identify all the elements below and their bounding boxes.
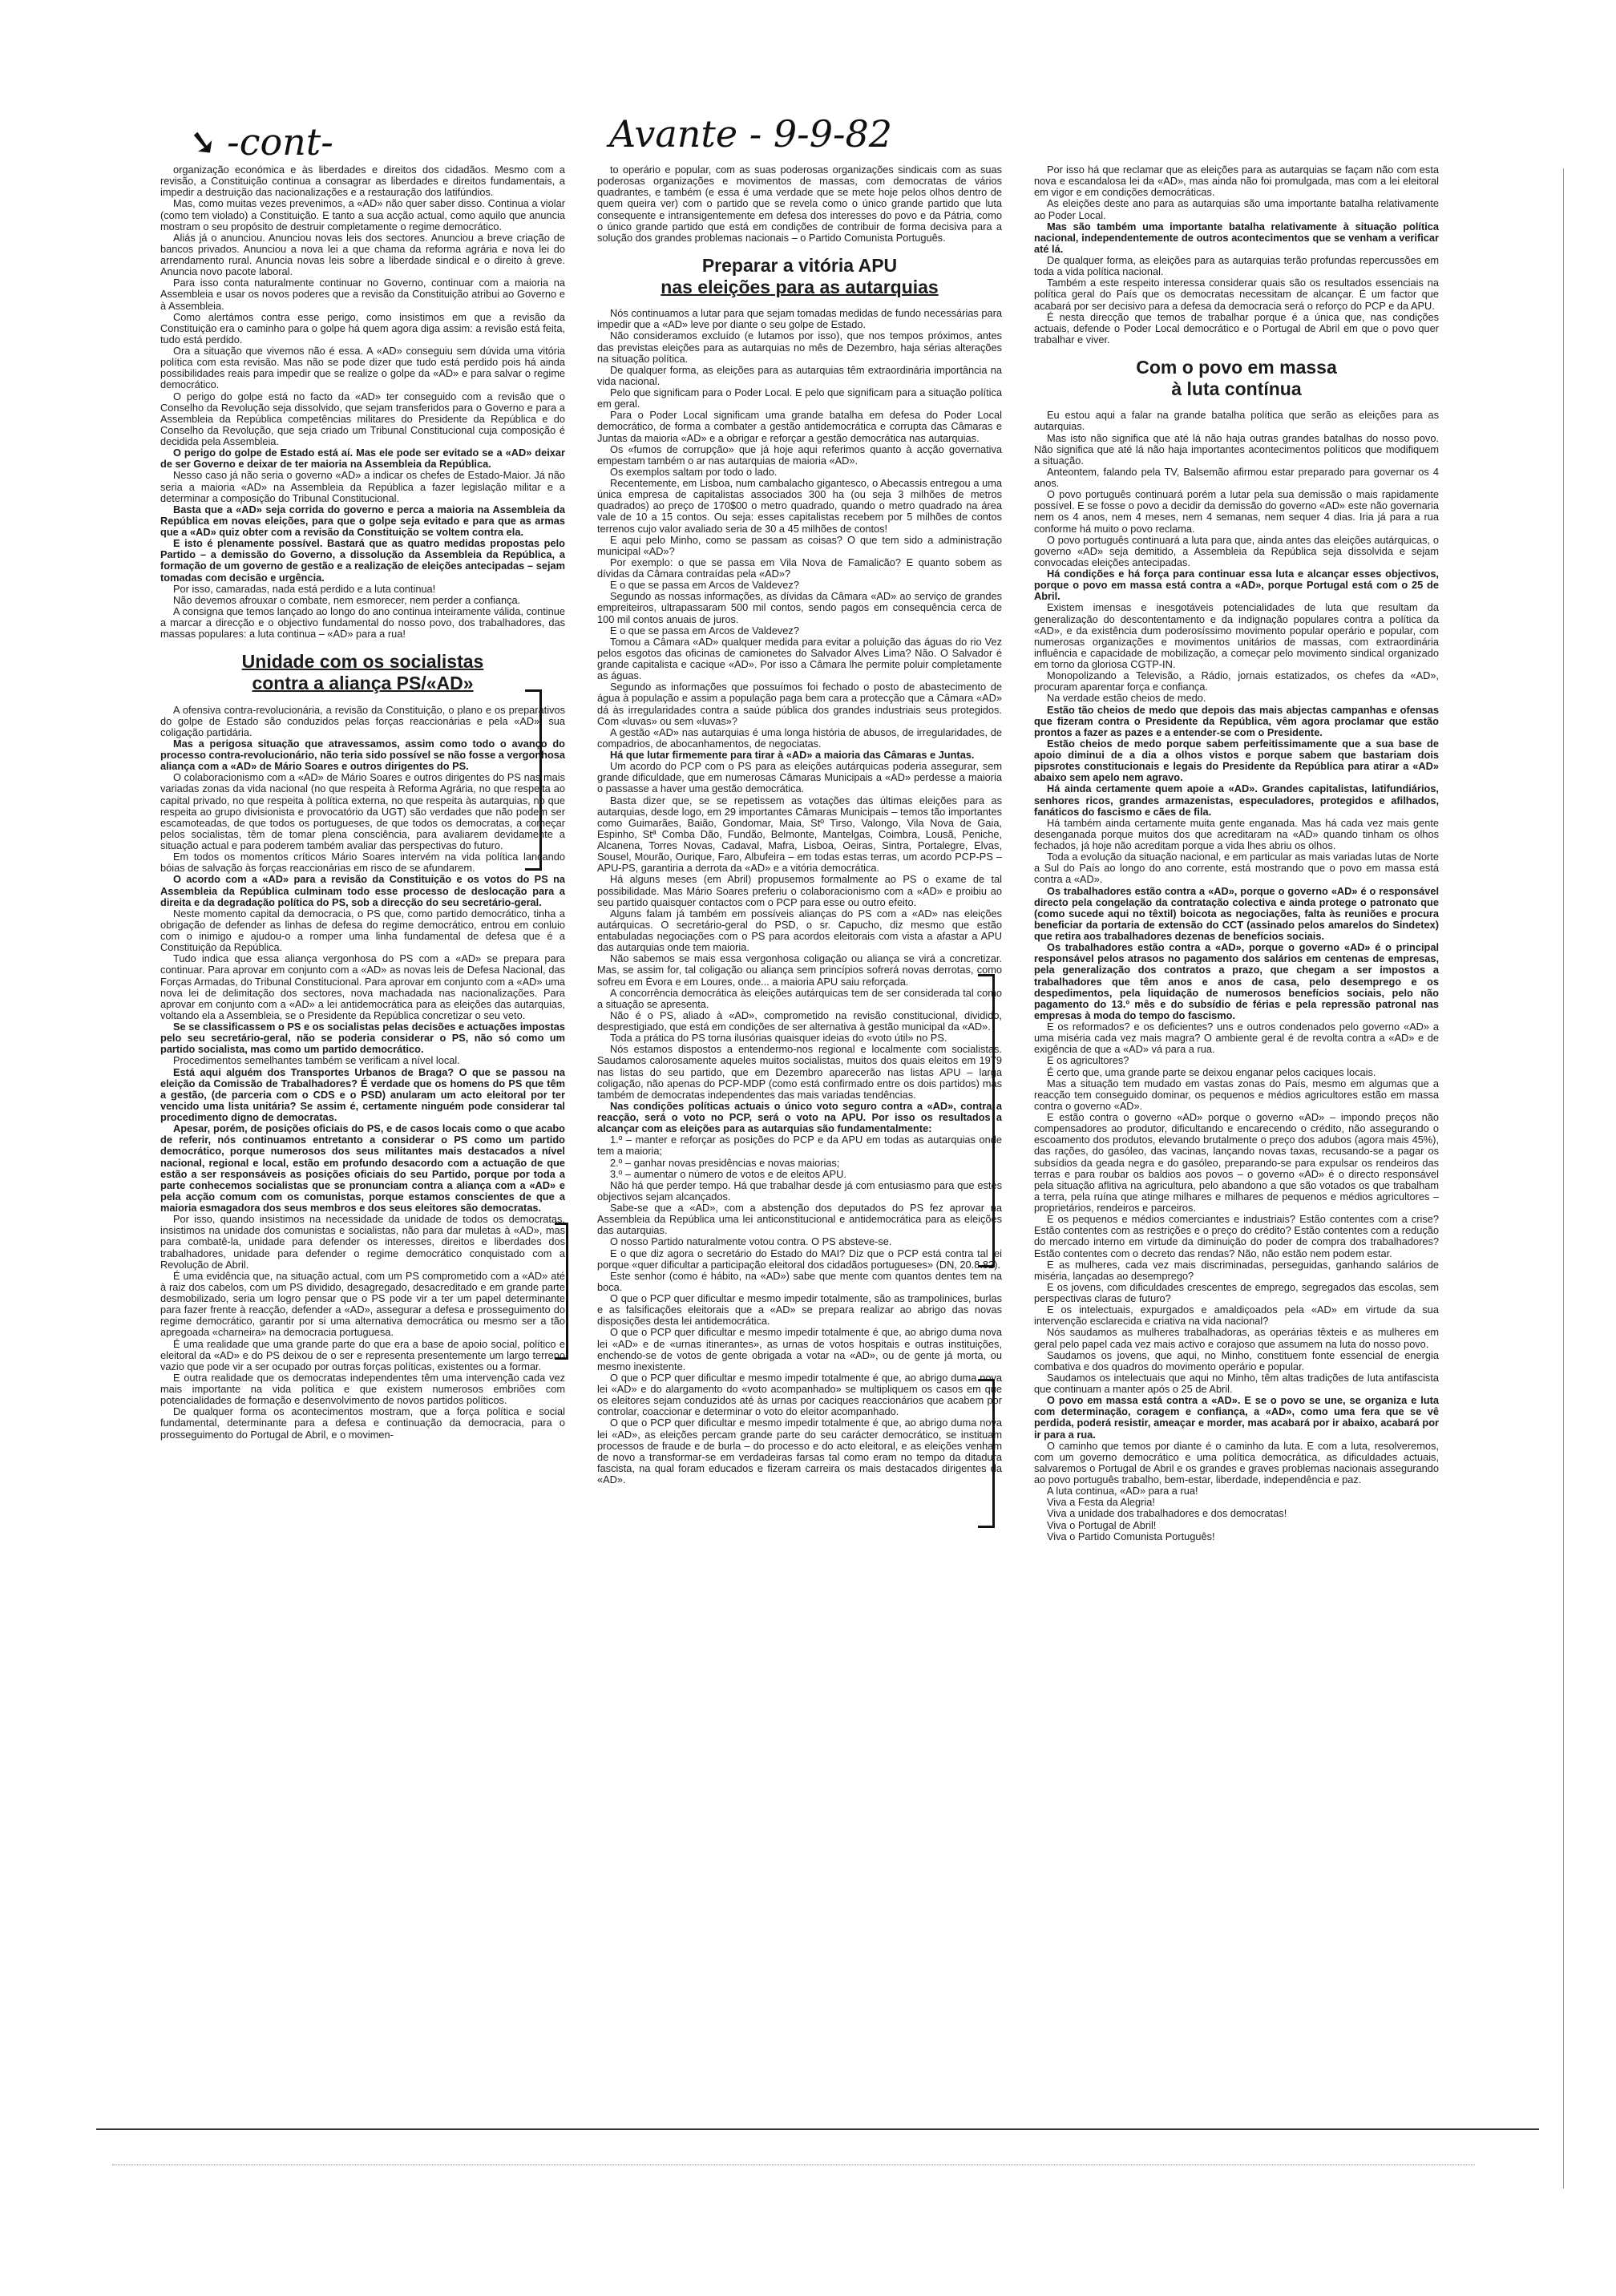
paragraph: Segundo as informações que possuímos foi fechado o posto de abastecimento de água à população e assim a população paga bem cara a protecção que a Câmara «AD» dá às irregularidades contra a saúde pública dos grandes industriais seus protegidos. Com «luvas» ou sem «luvas»? [597, 681, 1002, 727]
paragraph: O povo português continuará a luta para que, ainda antes das eleições autárquicas, o governo «AD» seja demitido, a Assembleia da República seja dissolvida e sejam convocadas eleições antecipadas. [1034, 533, 1439, 568]
heading-line: Unidade com os socialistas [241, 651, 484, 673]
heading-line: à luta contínua [1171, 378, 1302, 400]
paragraph: Segundo as nossas informações, as dívidas da Câmara «AD» ao serviço de grandes empreiteiros, ultrapassaram 500 mil contos, sendo pagos em consequência cerca de 100 mil contos anuais de juros. [597, 590, 1002, 625]
paragraph: A consigna que temos lançado ao longo do ano continua inteiramente válida, continue a marcar a direcção e o objectivo fundamental do nosso povo, dos trabalhadores, das massas populares: a luta continua – «AD» para a rua! [160, 604, 565, 641]
paragraph: E o que diz agora o secretário do Estado do MAI? Diz que o PCP está contra tal lei porque «quer dificultar a participação eleitoral dos cidadãos portugueses» (DN, 20.8.82). [597, 1247, 1002, 1271]
paragraph: O perigo do golpe de Estado está aí. Mas ele pode ser evitado se a «AD» deixar de ser Governo e deixar de ter maioria na Assembleia da República. [160, 447, 565, 471]
paragraph: E as mulheres, cada vez mais discriminadas, perseguidas, ganhando salários de miséria, lançadas ao desemprego? [1034, 1258, 1439, 1282]
paragraph: Os exemplos saltam por todo o lado. [610, 465, 778, 478]
paragraph: Nós estamos dispostos a entendermo-nos regional e localmente com socialistas. Saudamos calorosamente aqueles muitos socialistas, muitos dos quais eleitos em 1979 nas listas do seu partido, que em Dezembro aparecerão nas listas APU – larga coligação, não apenas do PCP-MDP (como está confirmado entre os dois partidos) mas também de democratas independentes das mais variadas tendências. [597, 1043, 1002, 1101]
paragraph: Pelo que significam para o Poder Local. E pelo que significam para a situação política em geral. [597, 386, 1002, 410]
paragraph: Não sabemos se mais essa vergonhosa coligação ou aliança se virá a concretizar. Mas, se assim for, tal coligação ou aliança sem princípios sofrerá novas derrotas, como sofreu em Évora e em Loures, onde... a maioria APU saiu reforçada. [597, 952, 1002, 988]
paragraph: Os trabalhadores estão contra a «AD», porque o governo «AD» é o responsável directo pela congelação da contratação colectiva e ainda protege o patronato que (como sucede aqui no têxtil) boicota as negociações, falta às reuniões e procura beneficiar da portaria de extensão do CCT (assinado pelos amarelos do Sindetex) que retira aos trabalhadores dezenas de benefícios sociais. [1034, 884, 1439, 942]
paragraph: O povo em massa está contra a «AD». E se o povo se une, se organiza e luta com determinação, coragem e confiança, a «AD», como uma fera que se vê perdida, poderá resistir, ameaçar e morder, mas acabará por ir abaixo, acabará por ir para a rua. [1034, 1394, 1439, 1441]
handwritten-date-note: Avante - 9-9-82 [609, 112, 893, 156]
heading-unidade-socialistas [160, 651, 565, 694]
paragraph: Existem imensas e inesgotáveis potencialidades de luta que resultam da generalização do descontentamento e da indignação populares contra a política da «AD», e da existência dum poderosíssimo movimento popular operário e popular, com numerosas organizações e movimentos unitários de massas, com extraordinária influência e capacidade de mobilização, a começar pelo movimento sindical organizado em torno da gloriosa CGTP-IN. [1034, 601, 1439, 670]
heading-preparar-vitoria-apu [597, 255, 1002, 298]
page-bottom-rule [96, 2128, 1539, 2130]
paragraph: A gestão «AD» nas autarquias é uma longa história de abusos, de irregularidades, de compadrios, de abocanhamentos, de negociatas. [597, 726, 1002, 750]
heading-line: contra a aliança PS/«AD» [252, 673, 474, 694]
paragraph: Viva a unidade dos trabalhadores e dos democratas! [1047, 1507, 1287, 1520]
paragraph: O acordo com a «AD» para a revisão da Constituição e os votos do PS na Assembleia da República culminam todo esse processo de deslocação para a direita e da degradação política do PS, sob a direcção do seu secretário-geral. [160, 873, 565, 908]
column-2 [597, 164, 1002, 2072]
paragraph: Não é o PS, aliado à «AD», comprometido na revisão constitucional, dividido, desprestigiado, que está em condições de ser alternativa à gestão municipal da «AD». [597, 1009, 1002, 1033]
paragraph: Há alguns meses (em Abril) propusemos formalmente ao PS o exame de tal possibilidade. Mas Mário Soares preferiu o colaboracionismo com a «AD» e proibiu ao seu partido quaisquer contactos com o PCP para esse ou outro efeito. [597, 873, 1002, 908]
paragraph: Há que lutar firmemente para tirar à «AD» a maioria das Câmaras e Juntas. [610, 749, 975, 761]
paragraph: Um acordo do PCP com o PS para as eleições autárquicas poderia assegurar, sem grande dificuldade, que em numerosas Câmaras Municipais a «AD» perdesse a maioria o passasse a haver uma gestão democrática. [597, 760, 1002, 795]
paragraph: A concorrência democrática às eleições autárquicas tem de ser considerada tal como a situação se apresenta. [597, 986, 1002, 1010]
paragraph: É uma evidência que, na situação actual, com um PS comprometido com a «AD» até à raiz dos cabelos, com um PS dividido, desagregado, desacreditado e em grande parte desmobilizado, seria um logro pensar que o PS pode vir a ter um papel determinante para fazer frente à reacção, defender a «AD», assegurar a defesa e prosseguimento do regime democrático, garantir por si uma alternativa democrática ou mesmo ser a tão apregoada «charneira» na democracia portuguesa. [160, 1269, 565, 1339]
paragraph: Por isso, camaradas, nada está perdido e a luta continua! [173, 582, 436, 595]
paragraph: Em todos os momentos críticos Mário Soares intervém na vida política lançando bóias de salvação às forças reaccionárias em risco de se afundarem. [160, 851, 565, 875]
paragraph: E o que se passa em Arcos de Valdevez? [610, 624, 799, 637]
column-3-body [1034, 410, 1439, 1542]
paragraph: Há também ainda certamente muita gente enganada. Mas há cada vez mais gente desenganada porque muitos dos que acreditaram na «AD» quando tinham os olhos fechados, já hoje não acreditam porque a vida lhes abriu os olhos. [1034, 816, 1439, 851]
margin-bracket-mark [555, 1223, 568, 1360]
paragraph: O que o PCP quer dificultar e mesmo impedir totalmente, são as trampolinices, burlas e as falsificações eleitorais que a «AD» se prepara realizar ao abrigo das novas disposições desta lei antidemocrática. [597, 1292, 1002, 1328]
paragraph: O que o PCP quer dificultar e mesmo impedir totalmente é que, ao abrigo duma nova lei «AD» e de «urnas itinerantes», as urnas de votos hospitais e outras instituições, enchendo-se de votos de gente obrigada a votar na «AD», ou de gente já morta, ou mesmo inexistente. [597, 1326, 1002, 1372]
paragraph: A luta continua, «AD» para a rua! [1047, 1485, 1198, 1498]
paragraph: Viva a Festa da Alegria! [1047, 1496, 1155, 1509]
column-2-body [597, 308, 1002, 1486]
scan-noise-line [112, 2165, 1475, 2170]
paragraph: O nosso Partido naturalmente votou contra. O PS absteve-se. [610, 1235, 892, 1248]
paragraph: Na verdade estão cheios de medo. [1047, 692, 1206, 705]
paragraph: Mas a perigosa situação que atravessamos, assim como todo o avanço do processo contra-revolucionário, não teria sido possível se não fosse a vergonhosa aliança com a «AD» de Mário Soares e outros dirigentes do PS. [160, 737, 565, 773]
paragraph: O colaboracionismo com a «AD» de Mário Soares e outros dirigentes do PS nas mais variadas zonas da vida nacional (no que respeita à Reforma Agrária, no que respeita ao capital privado, no que respeita à política externa, no que respeita às autarquias, no que respeita ao grupo divisionista e provocatório da UGT) são verdades que não podem ser escamoteadas, de que todos os portugueses, de que todos os democratas, a começar pelos socialistas, têm de tomar plena consciência, para avaliarem devidamente a situação actual e para poderem também avaliar das perspectivas do futuro. [160, 771, 565, 851]
paragraph: Aliás já o anunciou. Anunciou novas leis dos sectores. Anunciou a breve criação de bancos privados. Anunciou a nova lei a que chama da reforma agrária e nova lei do arrendamento rural. Anuncia novas leis sobre a liberdade sindical e o direito à greve. Anuncia novo pacote laboral. [160, 231, 565, 278]
paragraph: Basta dizer que, se se repetissem as votações das últimas eleições para as autarquias, desde logo, em 29 importantes Câmaras Municipais – temos tão importantes como Guimarães, Baião, Gondomar, Maia, Stº Tirso, Valongo, Vila Nova de Gaia, Espinho, Stª Comba Dão, Fundão, Belmonte, Mantelgas, Coimbra, Lousã, Peniche, Alcanena, Torres Novas, Cadaval, Mafra, Lisboa, Oeiras, Sintra, Portalegre, Elvas, Sousel, Mourão, Ourique, Faro, Albufeira – em todas estas terras, um acordo PCP-PS – APU-PS, garantiria a derrota da «AD» e a vitória democrática. [597, 794, 1002, 875]
paragraph: Saudamos os jovens, que aqui, no Minho, constituem fonte essencial de energia combativa e dos quadros do movimento operário e popular. [1034, 1348, 1439, 1372]
paragraph: É nesta direcção que temos de trabalhar porque é a única que, nas condições actuais, defende o Poder Local democrático e o Portugal de Abril em que o povo quer trabalhar e viver. [1034, 310, 1439, 346]
paragraph: E isto é plenamente possível. Bastará que as quatro medidas propostas pelo Partido – a demissão do Governo, a dissolução da Assembleia da República, a formação de um governo de gestão e a realização de eleições antecipadas – sejam tomadas com decisão e urgência. [160, 537, 565, 584]
paragraph: Neste momento capital da democracia, o PS que, como partido democrático, tinha a obrigação de defender as linhas de defesa do regime democrático, entrou em conluio com o inimigo e ajudou-o a romper uma linha fundamental de defesa que é a Constituição da República. [160, 907, 565, 954]
paragraph: Tudo indica que essa aliança vergonhosa do PS com a «AD» se prepara para continuar. Para aprovar em conjunto com a «AD» as novas leis de Defesa Nacional, das Forças Armadas, do Tribunal Constitucional. Para aprovar em conjunto com a «AD» uma nova lei de delimitação dos sectores, nova machadada nas nacionalizações. Para aprovar em conjunto com a «AD» a lei antidemocrática para as eleições das autarquias, voltando ela a Assembleia, se o Presidente da República concretizar o seu veto. [160, 952, 565, 1021]
paragraph: Para isso conta naturalmente continuar no Governo, continuar com a maioria na Assembleia e usar os novos poderes que a revisão da Constituição atribui ao Governo e à Assembleia. [160, 277, 565, 312]
column-3 [1034, 164, 1439, 2072]
paragraph: Mas, como muitas vezes prevenimos, a «AD» não quer saber disso. Continua a violar (como tem violado) a Constituição. E tanto a sua acção actual, como aquilo que anuncia mostram o seu propósito de destruir completamente o regime democrático. [160, 197, 565, 232]
paragraph: E outra realidade que os democratas independentes têm uma intervenção cada vez mais importante na vida política e que existem numerosos embriões com potencialidades de formação e desenvolvimento de novos partidos políticos. [160, 1371, 565, 1407]
paragraph: Alguns falam já também em possíveis alianças do PS com a «AD» nas eleições autárquicas. O secretário-geral do PSD, o sr. Capucho, diz mesmo que estão entabuladas negociações com o PS para acordos eleitorais com vista a afastar a APU das autarquias onde tem maioria. [597, 907, 1002, 954]
paragraph: Como alertámos contra esse perigo, como insistimos em que a revisão da Constituição era o caminho para o golpe há quem agora diga assim: a revisão está feita, tudo está perdido. [160, 310, 565, 346]
paragraph: Anteontem, falando pela TV, Balsemão afirmou estar preparado para governar os 4 anos. [1034, 465, 1439, 489]
paragraph: Apesar, porém, de posições oficiais do PS, e de casos locais como o que acabo de referir, nós continuamos entretanto a considerar o PS como um partido democrático, porque numerosos dos seus militantes mais destacados a nível nacional, regional e local, estão em profundo desacordo com a actuação de que estão a ser responsáveis as posições oficiais do seu Partido, porque por toda a parte conhecemos socialistas que se pronunciam contra a aliança com a «AD» e pela acção comum com os comunistas, porque estamos conscientes de que a maioria esmagadora dos seus membros e dos seus eleitores são democratas. [160, 1122, 565, 1214]
margin-bracket-mark [978, 974, 995, 1267]
paragraph: Os trabalhadores estão contra a «AD», porque o governo «AD» é o principal responsável pelos atrasos no pagamento dos salários em centenas de empresas, pela generalização dos contratos a prazo, que chegam a ser impostos a trabalhadores que têm anos e anos de casa, pelo desemprego e os despedimentos, pela liquidação de numerosos benefícios sociais, pelo não pagamento do 13.º mês e do subsídio de férias e pela repressão patronal nas empresas à moda do tempo do fascismo. [1034, 941, 1439, 1021]
paragraph: Nesso caso já não seria o governo «AD» a indicar os chefes de Estado-Maior. Já não seria a maioria «AD» na Assembleia da República a fazer legislação militar e a determinar a composição do Tribunal Constitucional. [160, 469, 565, 504]
paragraph: Procedimentos semelhantes também se verificam a nível local. [173, 1054, 460, 1067]
paragraph: O que o PCP quer dificultar e mesmo impedir totalmente é que, ao abrigo duma nova lei «AD», as eleições percam grande parte do seu carácter democrático, se instituam processos de fraude e de burla – do processo e do acto eleitoral, e as eleições venham de novo a transformar-se em verdadeiras farsas tal como eram no tempo da ditadura fascista, na qual foram educados e fizeram carreira os mais destacados dirigentes da «AD». [597, 1417, 1002, 1486]
paragraph: As eleições deste ano para as autarquias são uma importante batalha relativamente ao Poder Local. [1034, 197, 1439, 221]
paragraph: E aqui pelo Minho, como se passam as coisas? O que tem sido a administração municipal «AD»? [597, 533, 1002, 557]
paragraph: Por isso, quando insistimos na necessidade da unidade de todos os democratas, insistimos na unidade dos comunistas e socialistas, não para dar muletas à «AD», mas para combatê-la, unidade para defender os interesses, direitos e liberdades dos trabalhadores, unidade para defender o regime democrático conquistado com a Revolução de Abril. [160, 1213, 565, 1271]
column-1 [160, 164, 565, 2072]
paragraph: De qualquer forma, as eleições para as autarquias terão profundas repercussões em toda a vida política nacional. [1034, 254, 1439, 278]
column-3-intro [1034, 164, 1439, 346]
paragraph: E o que se passa em Arcos de Valdevez? [610, 579, 799, 592]
paragraph: to operário e popular, com as suas poderosas organizações sindicais com as suas poderosas organizações e movimentos de massas, com democratas de vários quadrantes, e também (e essa é uma verdade que se mete hoje pelos olhos dentro de quem queira ver) com o partido que se revela como o único grande partido que luta consequente e intransigentemente em defesa dos interesses do povo e da Pátria, como o único grande partido que está em condições de contribuir de forma decisiva para a solução dos grandes problemas nacionais – o Partido Comunista Português. [597, 164, 1002, 244]
paragraph: Há ainda certamente quem apoie a «AD». Grandes capitalistas, latifundiários, senhores ricos, grandes armazenistas, especuladores, protegidos e afilhados, fanáticos do fascismo e cães de fila. [1034, 782, 1439, 818]
paragraph: Sabe-se que a «AD», com a abstenção dos deputados do PS fez aprovar na Assembleia da República uma lei anticonstitucional e antidemocrática para as eleições das autarquias. [597, 1202, 1002, 1237]
paragraph: Toda a prática do PS torna ilusórias quaisquer ideias do «voto útil» no PS. [610, 1032, 947, 1045]
paragraph: 1.º – manter e reforçar as posições do PCP e da APU em todas as autarquias onde tem a maioria; [597, 1134, 1002, 1158]
paragraph: Ora a situação que vivemos não é essa. A «AD» conseguiu sem dúvida uma vitória política com esta revisão. Mas não se pode dizer que tudo está perdido pois há ainda possibilidades reais para impedir que se realize o golpe da «AD» e para salvar o regime democrático. [160, 345, 565, 391]
paragraph: Está aqui alguém dos Transportes Urbanos de Braga? O que se passou na eleição da Comissão de Trabalhadores? É verdade que os homens do PS que têm a gestão, (de parceria com o CDS e o PSD) anularam um acto eleitoral por ter vencido uma lista unitária? Se assim é, certamente ninguém pode considerar tal procedimento digno de democratas. [160, 1065, 565, 1123]
heading-line: nas eleições para as autarquias [661, 277, 939, 297]
paragraph: E os agricultores? [1047, 1054, 1129, 1067]
paragraph: É certo que, uma grande parte se deixou enganar pelos caciques locais. [1047, 1065, 1376, 1078]
margin-bracket-mark [525, 689, 542, 871]
column-1-body [160, 705, 565, 1441]
paragraph: E os intelectuais, expurgados e amaldiçoados pela «AD» em virtude da sua intervenção esclarecida e criativa na vida nacional? [1034, 1304, 1439, 1328]
paragraph: Se se classificassem o PS e os socialistas pelas decisões e actuações impostas pelo seu secretário-geral, não se poderia considerar o PS, não só como um partido socialista, mas como um partido democrático. [160, 1021, 565, 1056]
paragraph: Monopolizando a Televisão, a Rádio, jornais estatizados, os chefes da «AD», procuram aparentar força e confiança. [1034, 669, 1439, 693]
paragraph: É uma realidade que uma grande parte do que era a base de apoio social, político e eleitoral da «AD» e do PS deixou de o ser e representa presentemente um largo terreno vazio que pode vir a ser ocupado por outras forças políticas, existentes ou a formar. [160, 1337, 565, 1372]
paragraph: Por isso há que reclamar que as eleições para as autarquias se façam não com esta nova e escandalosa lei da «AD», mas ainda não foi promulgada, mas com a lei eleitoral em vigor e em condições democráticas. [1034, 164, 1439, 199]
paragraph: organização económica e às liberdades e direitos dos cidadãos. Mesmo com a revisão, a Constituição continua a consagrar as liberdades e direitos fundamentais, a impedir a destruição das nacionalizações e a restauração dos latifúndios. [160, 164, 565, 199]
paragraph: O povo português continuará porém a lutar pela sua demissão o mais rapidamente possível. E se fosse o povo a decidir da demissão do governo «AD» este não governaria nem os 4 anos, nem 4 meses, nem 4 semanas, nem sequer 4 dias. Iria já para a rua conforme há muito o povo reclama. [1034, 488, 1439, 535]
paragraph: O perigo do golpe está no facto da «AD» ter conseguido com a revisão que o Conselho da Revolução seja dissolvido, que sejam transferidos para o Governo e para a Assembleia da República competências militares do Presidente da República e do Conselho da Revolução, que seja criado um Tribunal Constitucional cuja composição é decidida pela Assembleia. [160, 390, 565, 447]
paragraph: Mas são também uma importante batalha relativamente à situação política nacional, independentemente de outros acontecimentos que se venham a verificar até lá. [1034, 220, 1439, 255]
paragraph: Viva o Partido Comunista Português! [1047, 1530, 1215, 1542]
paragraph: Recentemente, em Lisboa, num cambalacho gigantesco, o Abecassis entregou a uma única empresa de capitalistas associados 300 ha (ou seja 3 milhões de metros quadrados) ao preço de 170$00 o metro quadrado, quando o metro quadrado na área vale de 10 a 15 contos. Ou seja: esses capitalistas recebem por 5 milhões de contos terrenos cujo valor avaliado seria de 30 a 45 milhões de contos! [597, 477, 1002, 535]
newspaper-page [160, 164, 1459, 2072]
paragraph: Os «fumos de corrupção» que já hoje aqui referimos quanto à acção governativa empestam também o ar nas autarquias de maioria «AD». [597, 443, 1002, 467]
paragraph: 2.º – ganhar novas presidências e novas maiorias; [610, 1156, 840, 1169]
margin-bracket-mark [978, 1379, 995, 1528]
heading-povo-em-massa [1034, 357, 1439, 400]
paragraph: Nós saudamos as mulheres trabalhadoras, as operárias têxteis e as mulheres em geral pelo papel cada vez mais activo e corajoso que assumem na luta do nosso povo. [1034, 1326, 1439, 1350]
paragraph: Há condições e há força para continuar essa luta e alcançar esses objectivos, porque o povo em massa está contra a «AD», porque Portugal está com o 25 de Abril. [1034, 568, 1439, 603]
paragraph: Nas condições políticas actuais o único voto seguro contra a «AD», contra a reacção, será o voto no PCP, será o voto na APU. Por isso os resultados a alcançar com as eleições para as autarquias são fundamentalmente: [597, 1099, 1002, 1135]
paragraph: E os jovens, com dificuldades crescentes de emprego, segregados das escolas, sem perspectivas claras de futuro? [1034, 1280, 1439, 1304]
paragraph: O caminho que temos por diante é o caminho da luta. E com a luta, resolveremos, com um governo democrático e uma política democrática, as dificuldades actuais, salvaremos o Portugal de Abril e os grandes e graves problemas nacionais assegurando ao povo português trabalho, bem-estar, liberdade, independência e paz. [1034, 1439, 1439, 1486]
column-1-intro [160, 164, 565, 640]
paragraph: Tomou a Câmara «AD» qualquer medida para evitar a poluição das águas do rio Vez pelos esgotos das oficinas de camionetes do Salvador Alves Lima? Não. O Salvador é grande capitalista e cacique «AD». Por isso a Câmara lhe permite poluir completamente as águas. [597, 635, 1002, 682]
paragraph: Mas isto não significa que até lá não haja outras grandes batalhas do nosso povo. Não significa que até lá não haja importantes acontecimentos políticos que modifiquem a situação. [1034, 431, 1439, 467]
paragraph: E os pequenos e médios comerciantes e industriais? Estão contentes com a crise? Estão contentes com as restrições e o preço do crédito? Estão contentes com a redução do mercado interno em virtude da diminuição do poder de compra dos trabalhadores? Estão contentes com o decreto das rendas? Não, não estão nem podem estar. [1034, 1213, 1439, 1259]
paragraph: Eu estou aqui a falar na grande batalha política que serão as eleições para as autarquias. [1034, 409, 1439, 433]
paragraph: Este senhor (como é hábito, na «AD») sabe que mente com quantos dentes tem na boca. [597, 1269, 1002, 1293]
paragraph: Viva o Portugal de Abril! [1047, 1518, 1157, 1531]
paragraph: E os reformados? e os deficientes? uns e outros condenados pelo governo «AD» a uma miséria cada vez mais magra? O ambiente geral é de revolta contra a «AD» e de exigência de que a «AD» vá para a rua. [1034, 1021, 1439, 1056]
paragraph: Mas a situação tem mudado em vastas zonas do País, mesmo em algumas que a reacção tem conseguido dominar, os pequenos e médios agricultores estão em massa contra o governo «AD». [1034, 1077, 1439, 1112]
paragraph: De qualquer forma os acontecimentos mostram, que a força política e social fundamental, determinante para a defesa e continuação da democracia, para o prosseguimento do Portugal de Abril, e o movimen- [160, 1405, 565, 1441]
paragraph: Também a este respeito interessa considerar quais são os resultados essenciais na política geral do País que os democratas necessitam de alcançar. É um factor que acabará por ser decisivo para a defesa da democracia será o reforço do PCP e da APU. [1034, 277, 1439, 312]
paragraph: Saudamos os intelectuais que aqui no Minho, têm altas tradições de luta antifascista que continuam a manter após o 25 de Abril. [1034, 1371, 1439, 1395]
paragraph: Nós continuamos a lutar para que sejam tomadas medidas de fundo necessárias para impedir que a «AD» leve por diante o seu golpe de Estado. [597, 307, 1002, 331]
column-2-intro [597, 164, 1002, 244]
paragraph: E estão contra o governo «AD» porque o governo «AD» – impondo preços não compensadores ao produtor, dificultando e encarecendo o crédito, não assegurando o escoamento dos produtos, elevando brutalmente o preço dos adubos (agora mais 45%), das rações, do gasóleo, das vacinas, lançando novas taxas, recusando-se a pagar os subsídios da geada negra e do gasóleo, preparando-se para expulsar os rendeiros das terras e para roubar os baldios aos povos – o governo «AD» é o directo responsável pela situação aflitiva na agricultura, pelo abandono a que são votados os que trabalham a terra, pela ruína que atinge milhares e milhares de pequenos e médios agricultores – proprietários, rendeiros e parceiros. [1034, 1111, 1439, 1214]
paragraph: Para o Poder Local significam uma grande batalha em defesa do Poder Local democrático, de forma a combater a gestão antidemocrática e corrupta das Câmaras e Juntas da maioria «AD» e a obrigar e reforçar a gestão democrática nas autarquias. [597, 409, 1002, 444]
paragraph: Basta que a «AD» seja corrida do governo e perca a maioria na Assembleia da República em novas eleições, para que o golpe seja evitado e para que as armas que a «AD» quiz obter com a revisão da Constituição se voltem contra ela. [160, 503, 565, 538]
paragraph: Por exemplo: o que se passa em Vila Nova de Famalicão? E quanto sobem as dívidas da Câmara contraídas pela «AD»? [597, 556, 1002, 580]
handwritten-continuation-note: ➘ -cont- [184, 120, 333, 164]
paragraph: Não consideramos excluído (e lutamos por isso), que nos tempos próximos, antes das previstas eleições para as autarquias no mês de Dezembro, haja sérias alterações na situação política. [597, 329, 1002, 365]
heading-line: Preparar a vitória APU [701, 254, 898, 276]
paragraph: Toda a evolução da situação nacional, e em particular as mais variadas lutas de Norte a Sul do País ao longo do ano corrente, está mostrando que o povo em massa está contra a «AD». [1034, 851, 1439, 886]
paragraph: Não há que perder tempo. Há que trabalhar desde já com entusiasmo para que estes objectivos sejam alcançados. [597, 1178, 1002, 1203]
paragraph: De qualquer forma, as eleições para as autarquias têm extraordinária importância na vida nacional. [597, 363, 1002, 387]
paragraph: Não devemos afrouxar o combate, nem esmorecer, nem perder a confiança. [173, 593, 521, 606]
paragraph: Estão tão cheios de medo que depois das mais abjectas campanhas e ofensas que fizeram contra o Presidente da República, vêm agora proclamar que estão prontos a fazer as pazes e a entender-se com o Presidente. [1034, 703, 1439, 738]
paragraph: 3.º – aumentar o número de votos e de eleitos APU. [610, 1167, 846, 1180]
paragraph: Estão cheios de medo porque sabem perfeitissimamente que a sua base de apoio diminui de a dia a olhos vistos e porque sabem que bastariam dois pipsrotes constitucionais e legais do Presidente da República para atirar a «AD» abaixo sem apelo nem agravo. [1034, 737, 1439, 784]
heading-line: Com o povo em massa [1136, 357, 1337, 378]
paragraph: A ofensiva contra-revolucionária, a revisão da Constituição, o plano e os preparativos do golpe de Estado são conduzidos pelas forças reaccionárias e pela «AD», sua coligação partidária. [160, 703, 565, 738]
page-edge-line [1563, 168, 1564, 2189]
paragraph: O que o PCP quer dificultar e mesmo impedir totalmente é que, ao abrigo duma nova lei «AD» e do alargamento do «voto acompanhado» se multipliquem os casos em que os eleitores sejam conduzidos até às urnas por caciques reaccionários que acabem por controlar, coaccionar e determinar o voto do eleitor acompanhado. [597, 1371, 1002, 1418]
